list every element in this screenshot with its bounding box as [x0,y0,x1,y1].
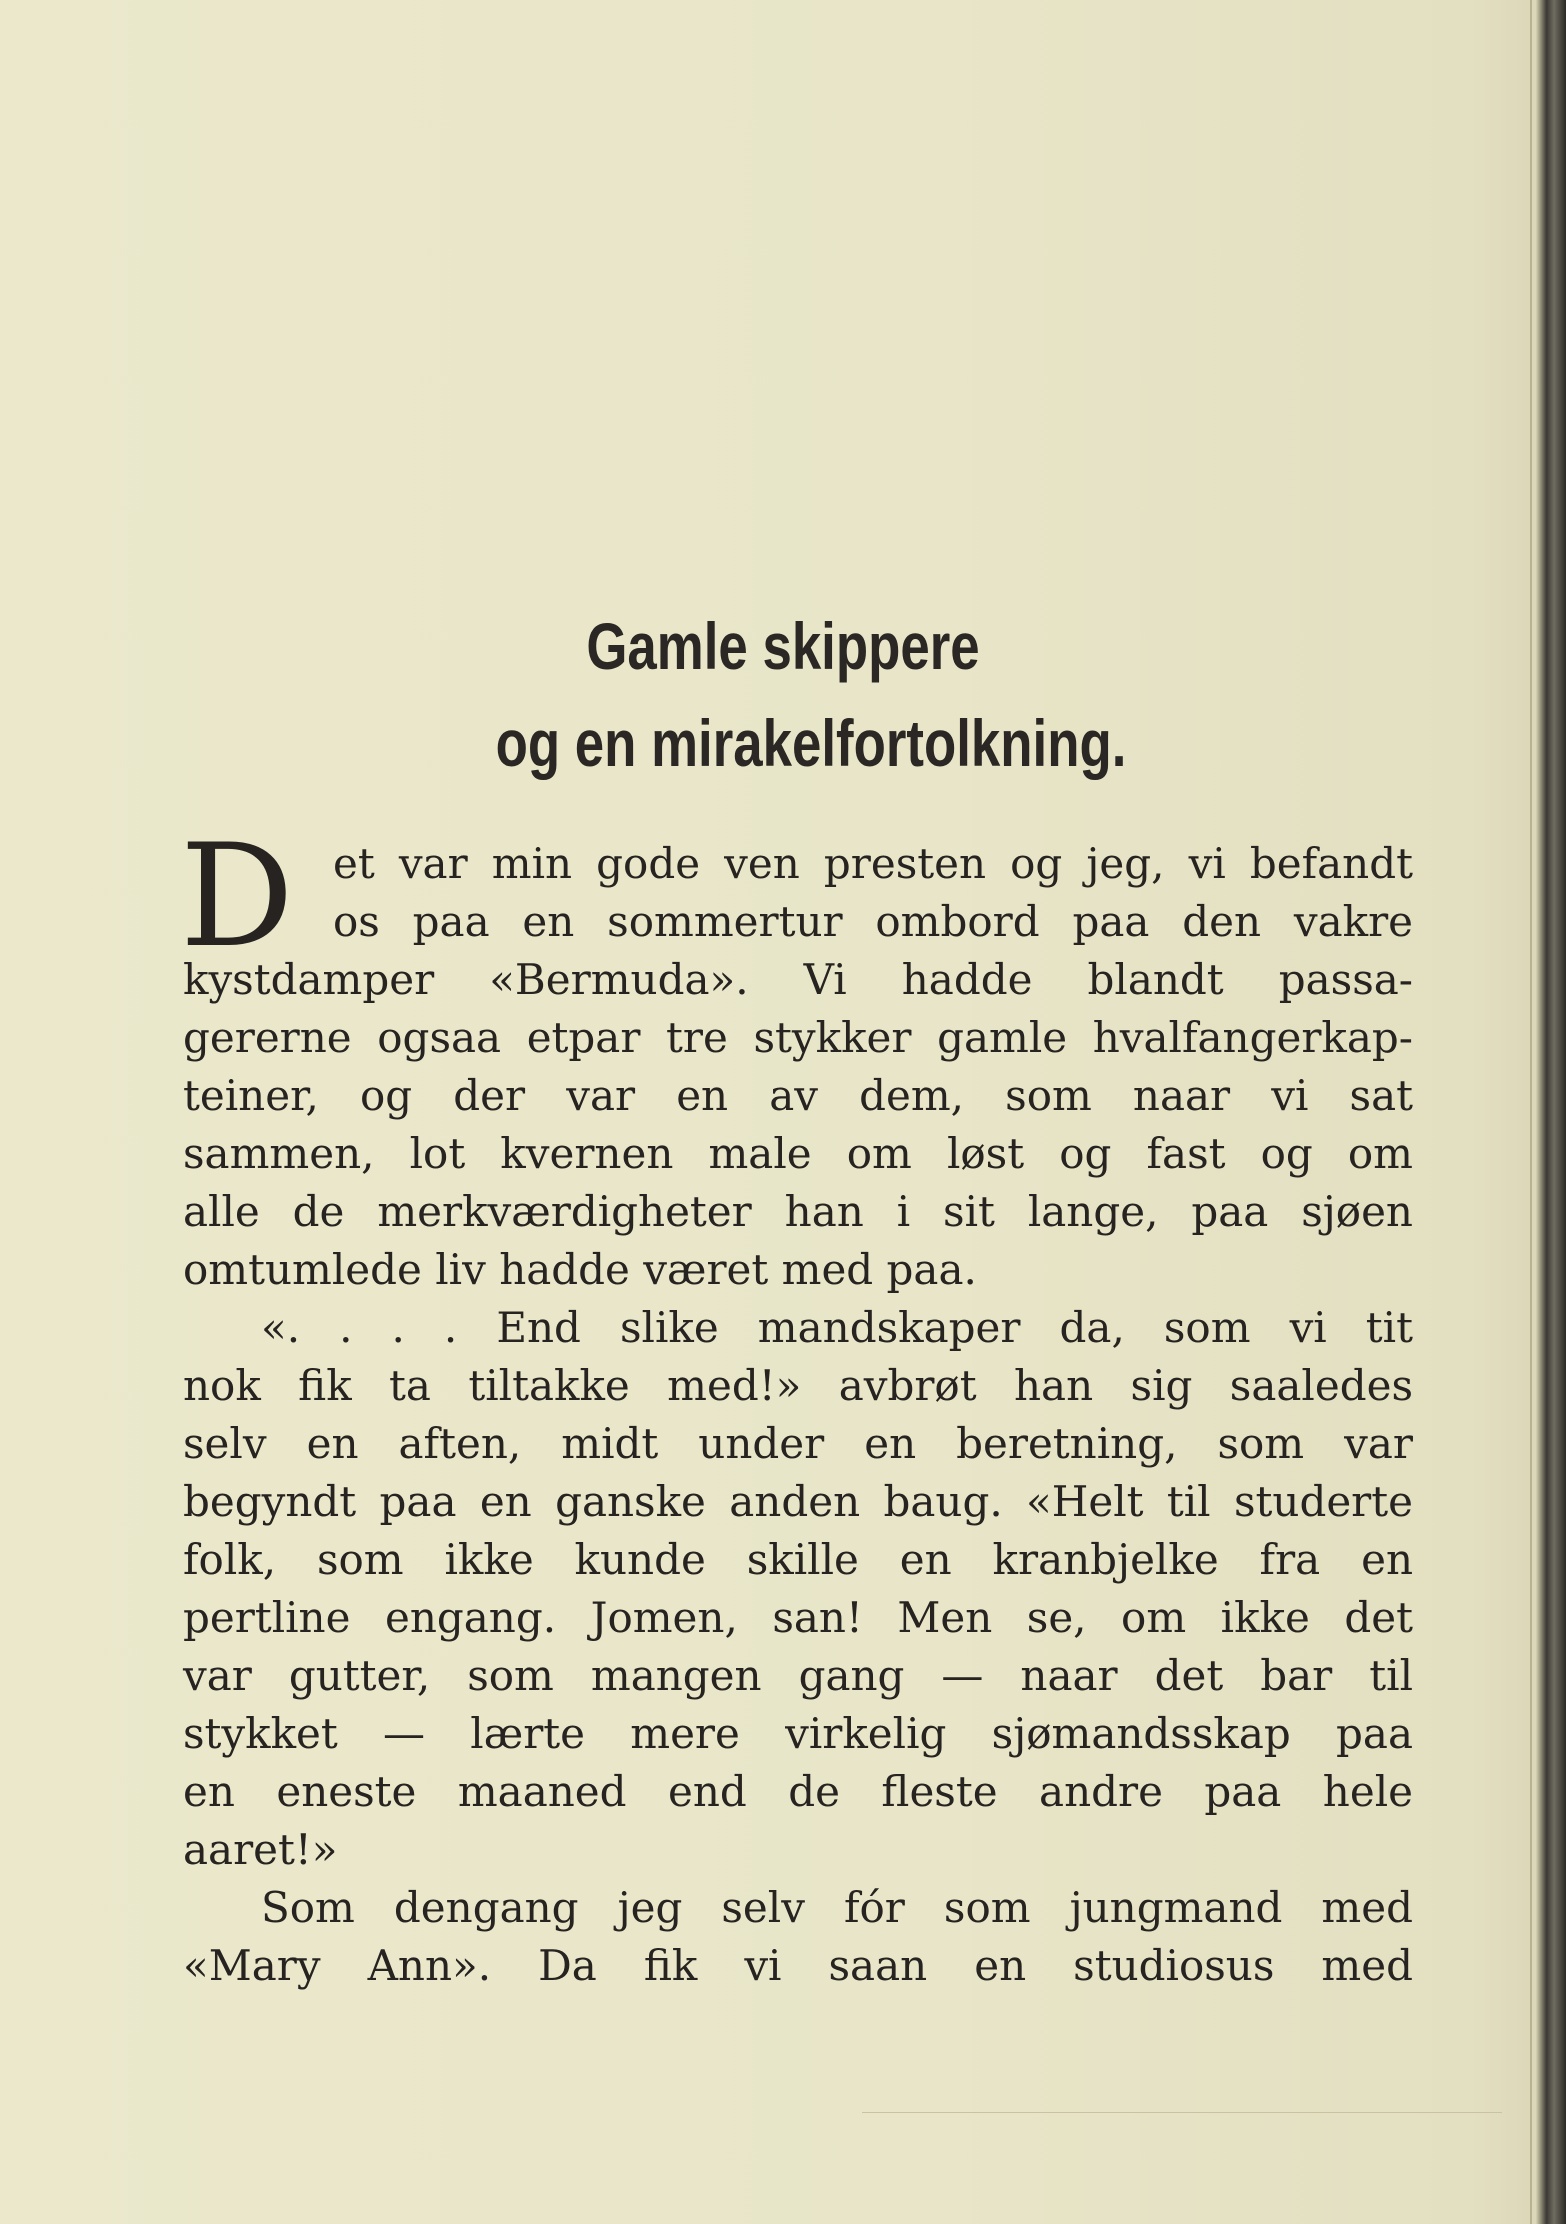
text-line: os paa en sommertur ombord paa den vakre [333,897,1413,946]
text-line: Som dengang jeg selv fór som jungmand med [261,1883,1413,1932]
text-line: et var min gode ven presten og jeg, vi befandt [333,839,1413,888]
text-line: nok fik ta tiltakke med!» avbrøt han sig saaledes [183,1361,1413,1410]
chapter-title-line-2: og en mirakelfortolkning. [495,706,1127,780]
drop-cap: D [180,814,294,979]
text-line: selv en aften, midt under en beretning, som var [183,1419,1413,1468]
text-line: «Mary Ann». Da fik vi saan en studiosus med [183,1941,1413,1990]
text-line: begyndt paa en ganske anden baug. «Helt til studerte [183,1477,1413,1526]
text-line: gererne ogsaa etpar tre stykker gamle hvalfangerkap- [183,1013,1413,1062]
text-line: teiner, og der var en av dem, som naar vi sat [183,1071,1413,1120]
text-line: pertline engang. Jomen, san! Men se, om ikke det [183,1593,1413,1642]
text-line: var gutter, som mangen gang — naar det bar til [183,1651,1413,1700]
text-line: «. . . . End slike mandskaper da, som vi tit [261,1303,1413,1352]
text-line: alle de merkværdigheter han i sit lange, paa sjøen [183,1187,1413,1236]
text-line: kystdamper «Bermuda». Vi hadde blandt passa- [183,955,1413,1004]
chapter-title-line-1: Gamle skippere [586,609,980,683]
text-line: stykket — lærte mere virkelig sjømandsskap paa [183,1709,1413,1758]
page-fold-line [1530,0,1532,2224]
chapter-text [183,835,1413,1995]
text-line: folk, som ikke kunde skille en kranbjelke fra en [183,1535,1413,1584]
book-spine-edge [1536,0,1566,2224]
page-crease [862,2112,1502,2113]
text-line: aaret!» [183,1825,338,1874]
text-line: en eneste maaned end de fleste andre paa hele [183,1767,1413,1816]
text-line: omtumlede liv hadde været med paa. [183,1245,977,1294]
text-line: sammen, lot kvernen male om løst og fast og om [183,1129,1413,1178]
